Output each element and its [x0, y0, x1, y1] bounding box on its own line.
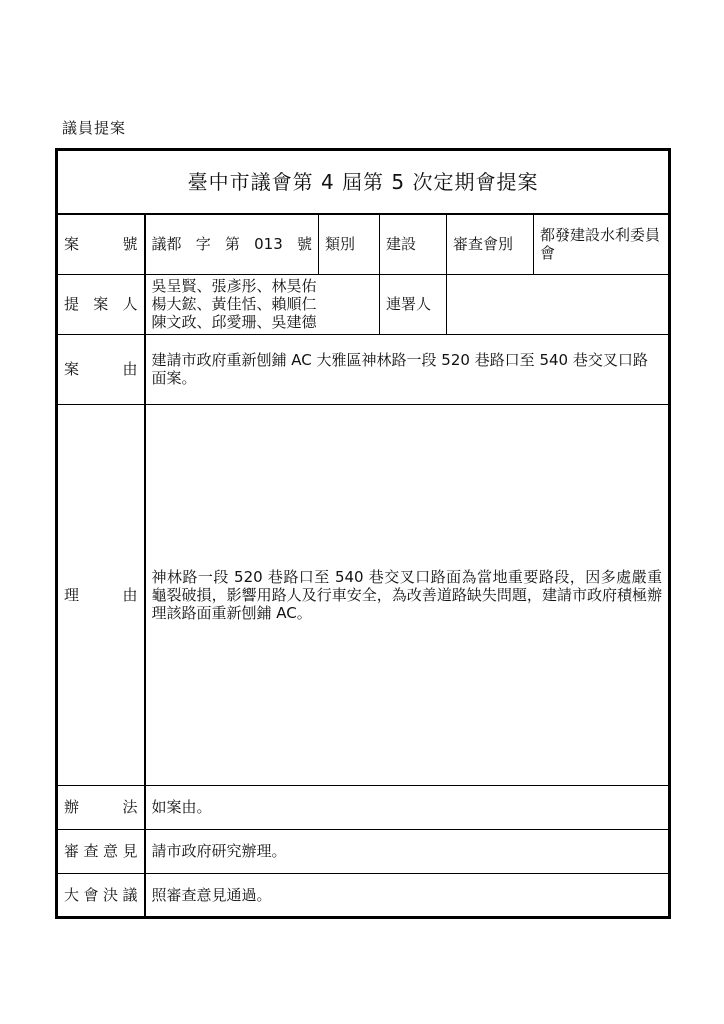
review-text: 請市政府研究辦理。 — [145, 829, 670, 873]
title-row — [57, 150, 670, 215]
subject-label: 案 由 — [57, 334, 145, 404]
committee-label: 審查會別 — [447, 214, 534, 274]
category-label: 類別 — [319, 214, 380, 274]
case-number-word-zi: 字 — [195, 235, 211, 254]
proposers-names — [145, 274, 380, 334]
case-number-label: 案 號 — [57, 214, 145, 274]
proposers-line-2: 楊大鋐、黃佳恬、賴順仁 — [151, 295, 317, 313]
proposal-table — [55, 148, 671, 919]
review-row — [57, 829, 670, 873]
proposers-line-3: 陳文政、邱愛珊、吳建德 — [151, 313, 317, 331]
case-number-word-di: 第 — [224, 235, 240, 254]
resolution-label: 大 會 決 議 — [57, 873, 145, 917]
document-label: 議員提案 — [62, 119, 127, 137]
proposers-label: 提 案 人 — [57, 274, 145, 334]
case-number-value — [145, 214, 319, 274]
review-label: 審 查 意 見 — [57, 829, 145, 873]
method-label: 辦 法 — [57, 785, 145, 829]
subject-row — [57, 334, 670, 404]
case-number-digits: 013 — [254, 235, 283, 254]
proposers-line-1: 吳呈賢、張彥彤、林昊佑 — [151, 277, 317, 295]
case-number-prefix: 議都 — [151, 235, 182, 254]
subject-text: 建請市政府重新刨鋪 AC 大雅區神林路一段 520 巷路口至 540 巷交叉口路面案。 — [145, 334, 670, 404]
resolution-text: 照審查意見通過。 — [145, 873, 670, 917]
proposal-title: 臺中市議會第 4 屆第 5 次定期會提案 — [57, 150, 670, 215]
reason-label: 理 由 — [57, 404, 145, 785]
category-value: 建設 — [380, 214, 447, 274]
proposers-row — [57, 274, 670, 334]
resolution-row — [57, 873, 670, 917]
case-number-word-hao: 號 — [296, 235, 312, 254]
reason-text: 神林路一段 520 巷路口至 540 巷交叉口路面為當地重要路段，因多處嚴重龜裂破損，影響用路人及行車安全，為改善道路缺失問題，建請市政府積極辦理該路面重新刨鋪 AC。 — [145, 404, 670, 785]
cosigner-label: 連署人 — [380, 274, 447, 334]
cosigner-value — [447, 274, 670, 334]
reason-row — [57, 404, 670, 785]
committee-value: 都發建設水利委員會 — [534, 214, 670, 274]
method-text: 如案由。 — [145, 785, 670, 829]
case-number-row — [57, 214, 670, 274]
method-row — [57, 785, 670, 829]
